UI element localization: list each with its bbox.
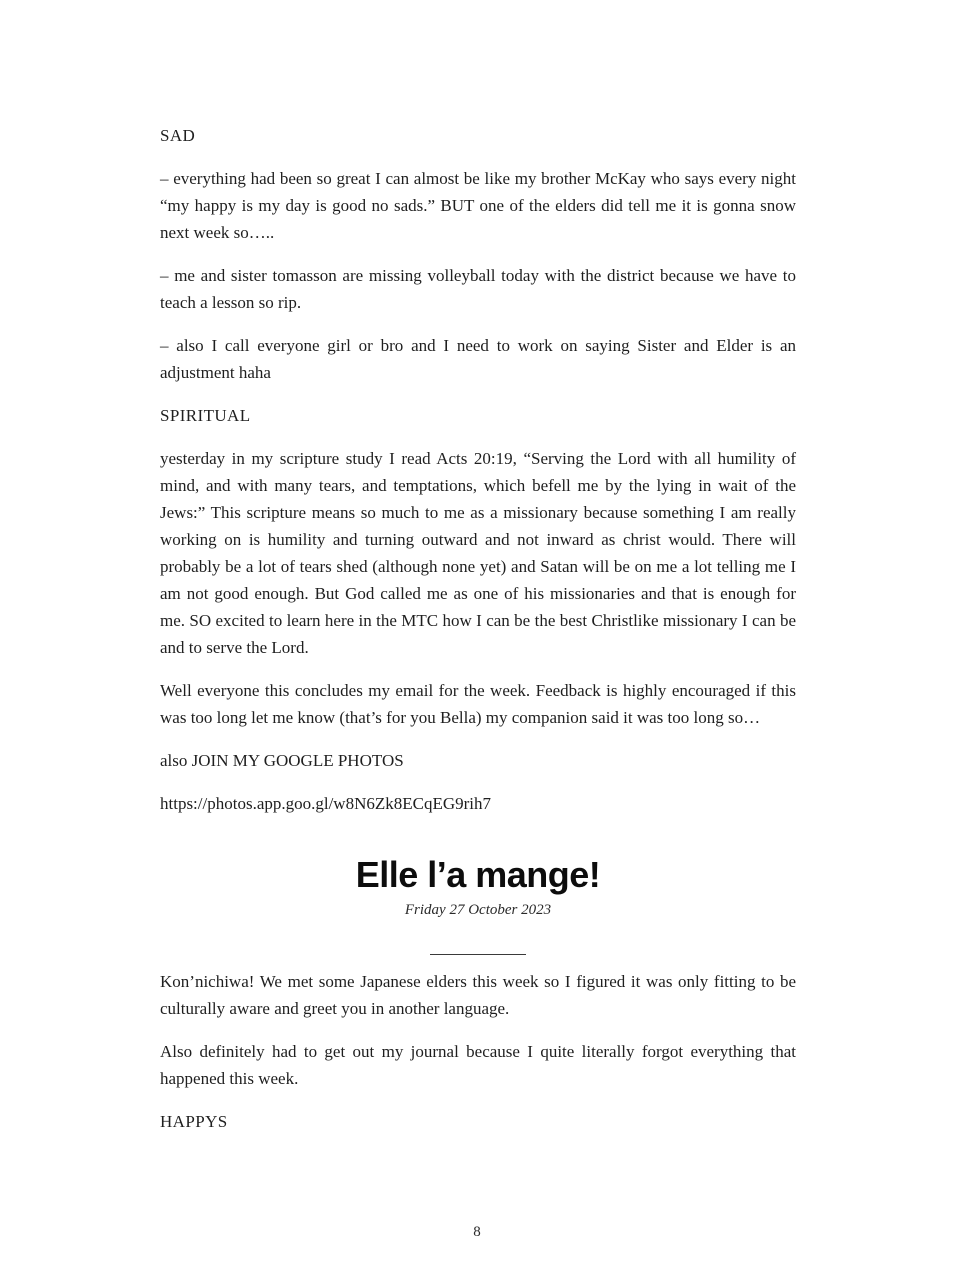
paragraph-closing: Well everyone this concludes my email for the week. Feedback is highly encouraged if this was too long let me know (that’s for you Bella) my companion said it was too long so… bbox=[160, 681, 796, 727]
google-photos-link[interactable]: https://photos.app.goo.gl/w8N6Zk8ECqEG9rih7 bbox=[160, 794, 492, 813]
paragraph-journal: Also definitely had to get out my journal because I quite literally forgot everything that happened this week. bbox=[160, 1042, 796, 1088]
section-heading-happys: HAPPYS bbox=[160, 1112, 228, 1131]
page-number: 8 bbox=[473, 1224, 481, 1240]
paragraph-sad-1: – everything had been so great I can almost be like my brother McKay who says every night “my happy is my day is good no sads.” BUT one of the elders did tell me it is gonna snow next week so….. bbox=[160, 169, 796, 242]
page-content bbox=[160, 122, 796, 1151]
paragraph-spiritual: yesterday in my scripture study I read Acts 20:19, “Serving the Lord with all humility of mind, and with many tears, and temptations, which befell me by the lying in wait of the Jews:” This scripture means so much to me as a missionary because something I am really working on is humility and turning outward and not inward as christ would. There will probably be a lot of tears shed (although none yet) and Satan will be on me a lot telling me I am not good enough. But God called me as one of his missionaries and that is enough for me. SO excited to learn here in the MTC how I can be the best Christlike missionary I can be and to serve the Lord. bbox=[160, 449, 796, 657]
paragraph-sad-2: – me and sister tomasson are missing volleyball today with the district because we have to teach a lesson so rip. bbox=[160, 266, 796, 312]
entry-title: Elle l’a mange! bbox=[355, 854, 601, 895]
paragraph-konnichiwa: Kon’nichiwa! We met some Japanese elders this week so I figured it was only fitting to be culturally aware and greet you in another language. bbox=[160, 972, 796, 1018]
separator-line bbox=[430, 954, 526, 955]
entry-date: Friday 27 October 2023 bbox=[404, 902, 552, 918]
paragraph-sad-3: – also I call everyone girl or bro and I need to work on saying Sister and Elder is an adjustment haha bbox=[160, 336, 796, 382]
section-heading-sad: SAD bbox=[160, 126, 196, 145]
paragraph-google-photos: also JOIN MY GOOGLE PHOTOS bbox=[160, 751, 404, 770]
section-heading-spiritual: SPIRITUAL bbox=[160, 406, 251, 425]
